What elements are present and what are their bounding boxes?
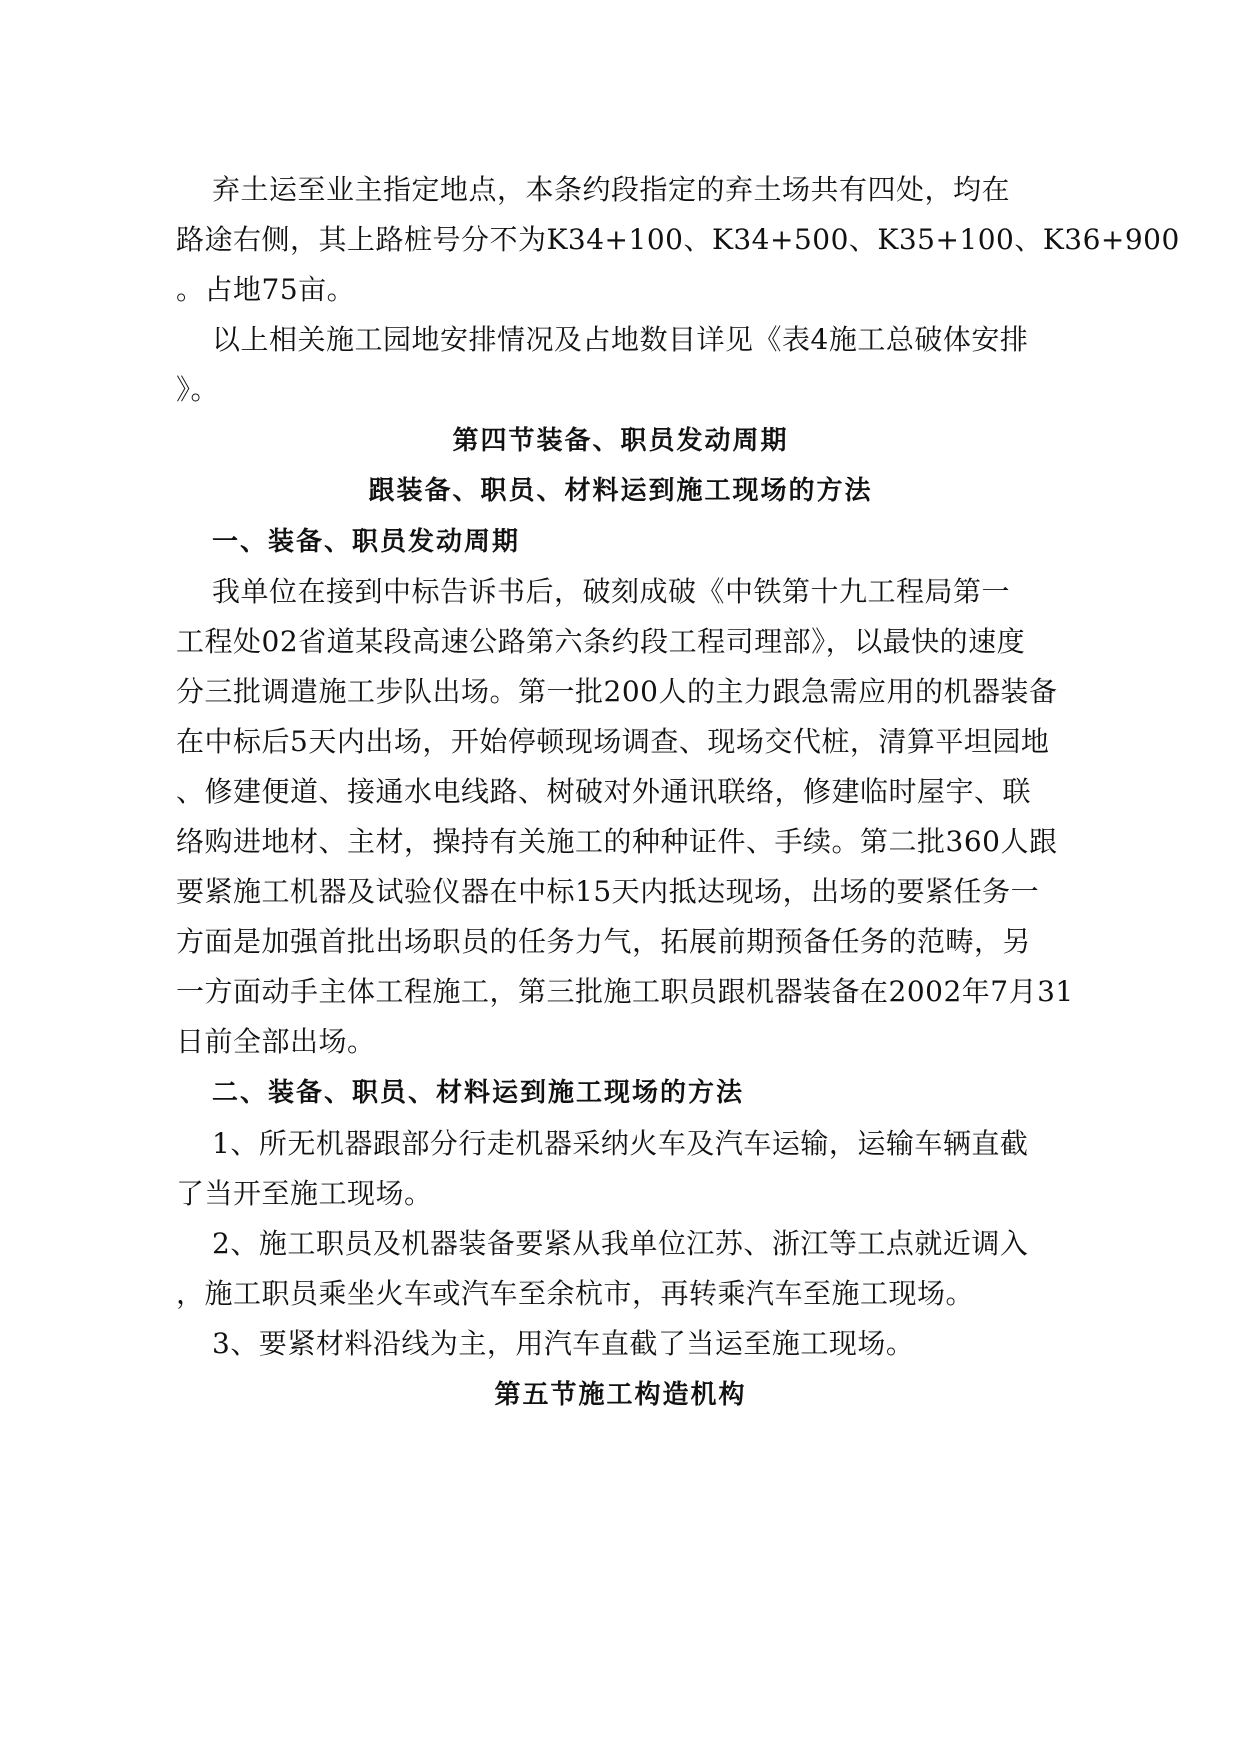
paragraph-line: 》。	[176, 373, 220, 406]
paragraph-line: 路途右侧，其上路桩号分不为K34+100、K34+500、K35+100、K36+900	[176, 223, 1180, 256]
paragraph-line: ，施工职员乘坐火车或汽车至余杭市，再转乘汽车至施工现场。	[176, 1277, 975, 1310]
paragraph-line: 分三批调遣施工步队出场。第一批200人的主力跟急需应用的机器装备	[176, 675, 1058, 708]
paragraph-line: 工程处02省道某段高速公路第六条约段工程司理部》，以最快的速度	[176, 625, 1026, 658]
section-heading: 第五节施工构造机构	[494, 1380, 747, 1410]
paragraph-line: 在中标后5天内出场，开始停顿现场调查、现场交代桩，清算平坦园地	[176, 725, 1050, 758]
paragraph-line: 3、要紧材料沿线为主，用汽车直截了当运至施工现场。	[212, 1327, 915, 1360]
paragraph-line: 1、所无机器跟部分行走机器采纳火车及汽车运输，运输车辆直截	[212, 1127, 1029, 1160]
section-heading: 第四节装备、职员发动周期	[452, 426, 789, 456]
paragraph-line: 方面是加强首批出场职员的任务力气，拓展前期预备任务的范畴，另	[176, 925, 1032, 958]
subsection-heading: 二、装备、职员、材料运到施工现场的方法	[212, 1078, 745, 1108]
paragraph-line: 了当开至施工现场。	[176, 1177, 433, 1210]
paragraph-line: 要紧施工机器及试验仪器在中标15天内抵达现场，出场的要紧任务一	[176, 875, 1040, 908]
subsection-heading: 一、装备、职员发动周期	[212, 527, 521, 557]
paragraph-line: 2、施工职员及机器装备要紧从我单位江苏、浙江等工点就近调入	[212, 1227, 1029, 1260]
paragraph-line: 一方面动手主体工程施工，第三批施工职员跟机器装备在2002年7月31	[176, 975, 1074, 1008]
paragraph-line: 。占地75亩。	[176, 273, 356, 306]
paragraph-line: 我单位在接到中标告诉书后，破刻成破《中铁第十九工程局第一	[212, 575, 1011, 608]
paragraph-line: 日前全部出场。	[176, 1025, 376, 1058]
paragraph-line: 弃土运至业主指定地点，本条约段指定的弃土场共有四处，均在	[212, 173, 1011, 206]
paragraph-line: 、修建便道、接通水电线路、树破对外通讯联络，修建临时屋宇、联	[176, 775, 1032, 808]
section-heading: 跟装备、职员、材料运到施工现场的方法	[368, 476, 873, 506]
paragraph-line: 以上相关施工园地安排情况及占地数目详见《表4施工总破体安排	[212, 323, 1029, 356]
paragraph-line: 络购进地材、主材，操持有关施工的种种证件、手续。第二批360人跟	[176, 825, 1058, 858]
